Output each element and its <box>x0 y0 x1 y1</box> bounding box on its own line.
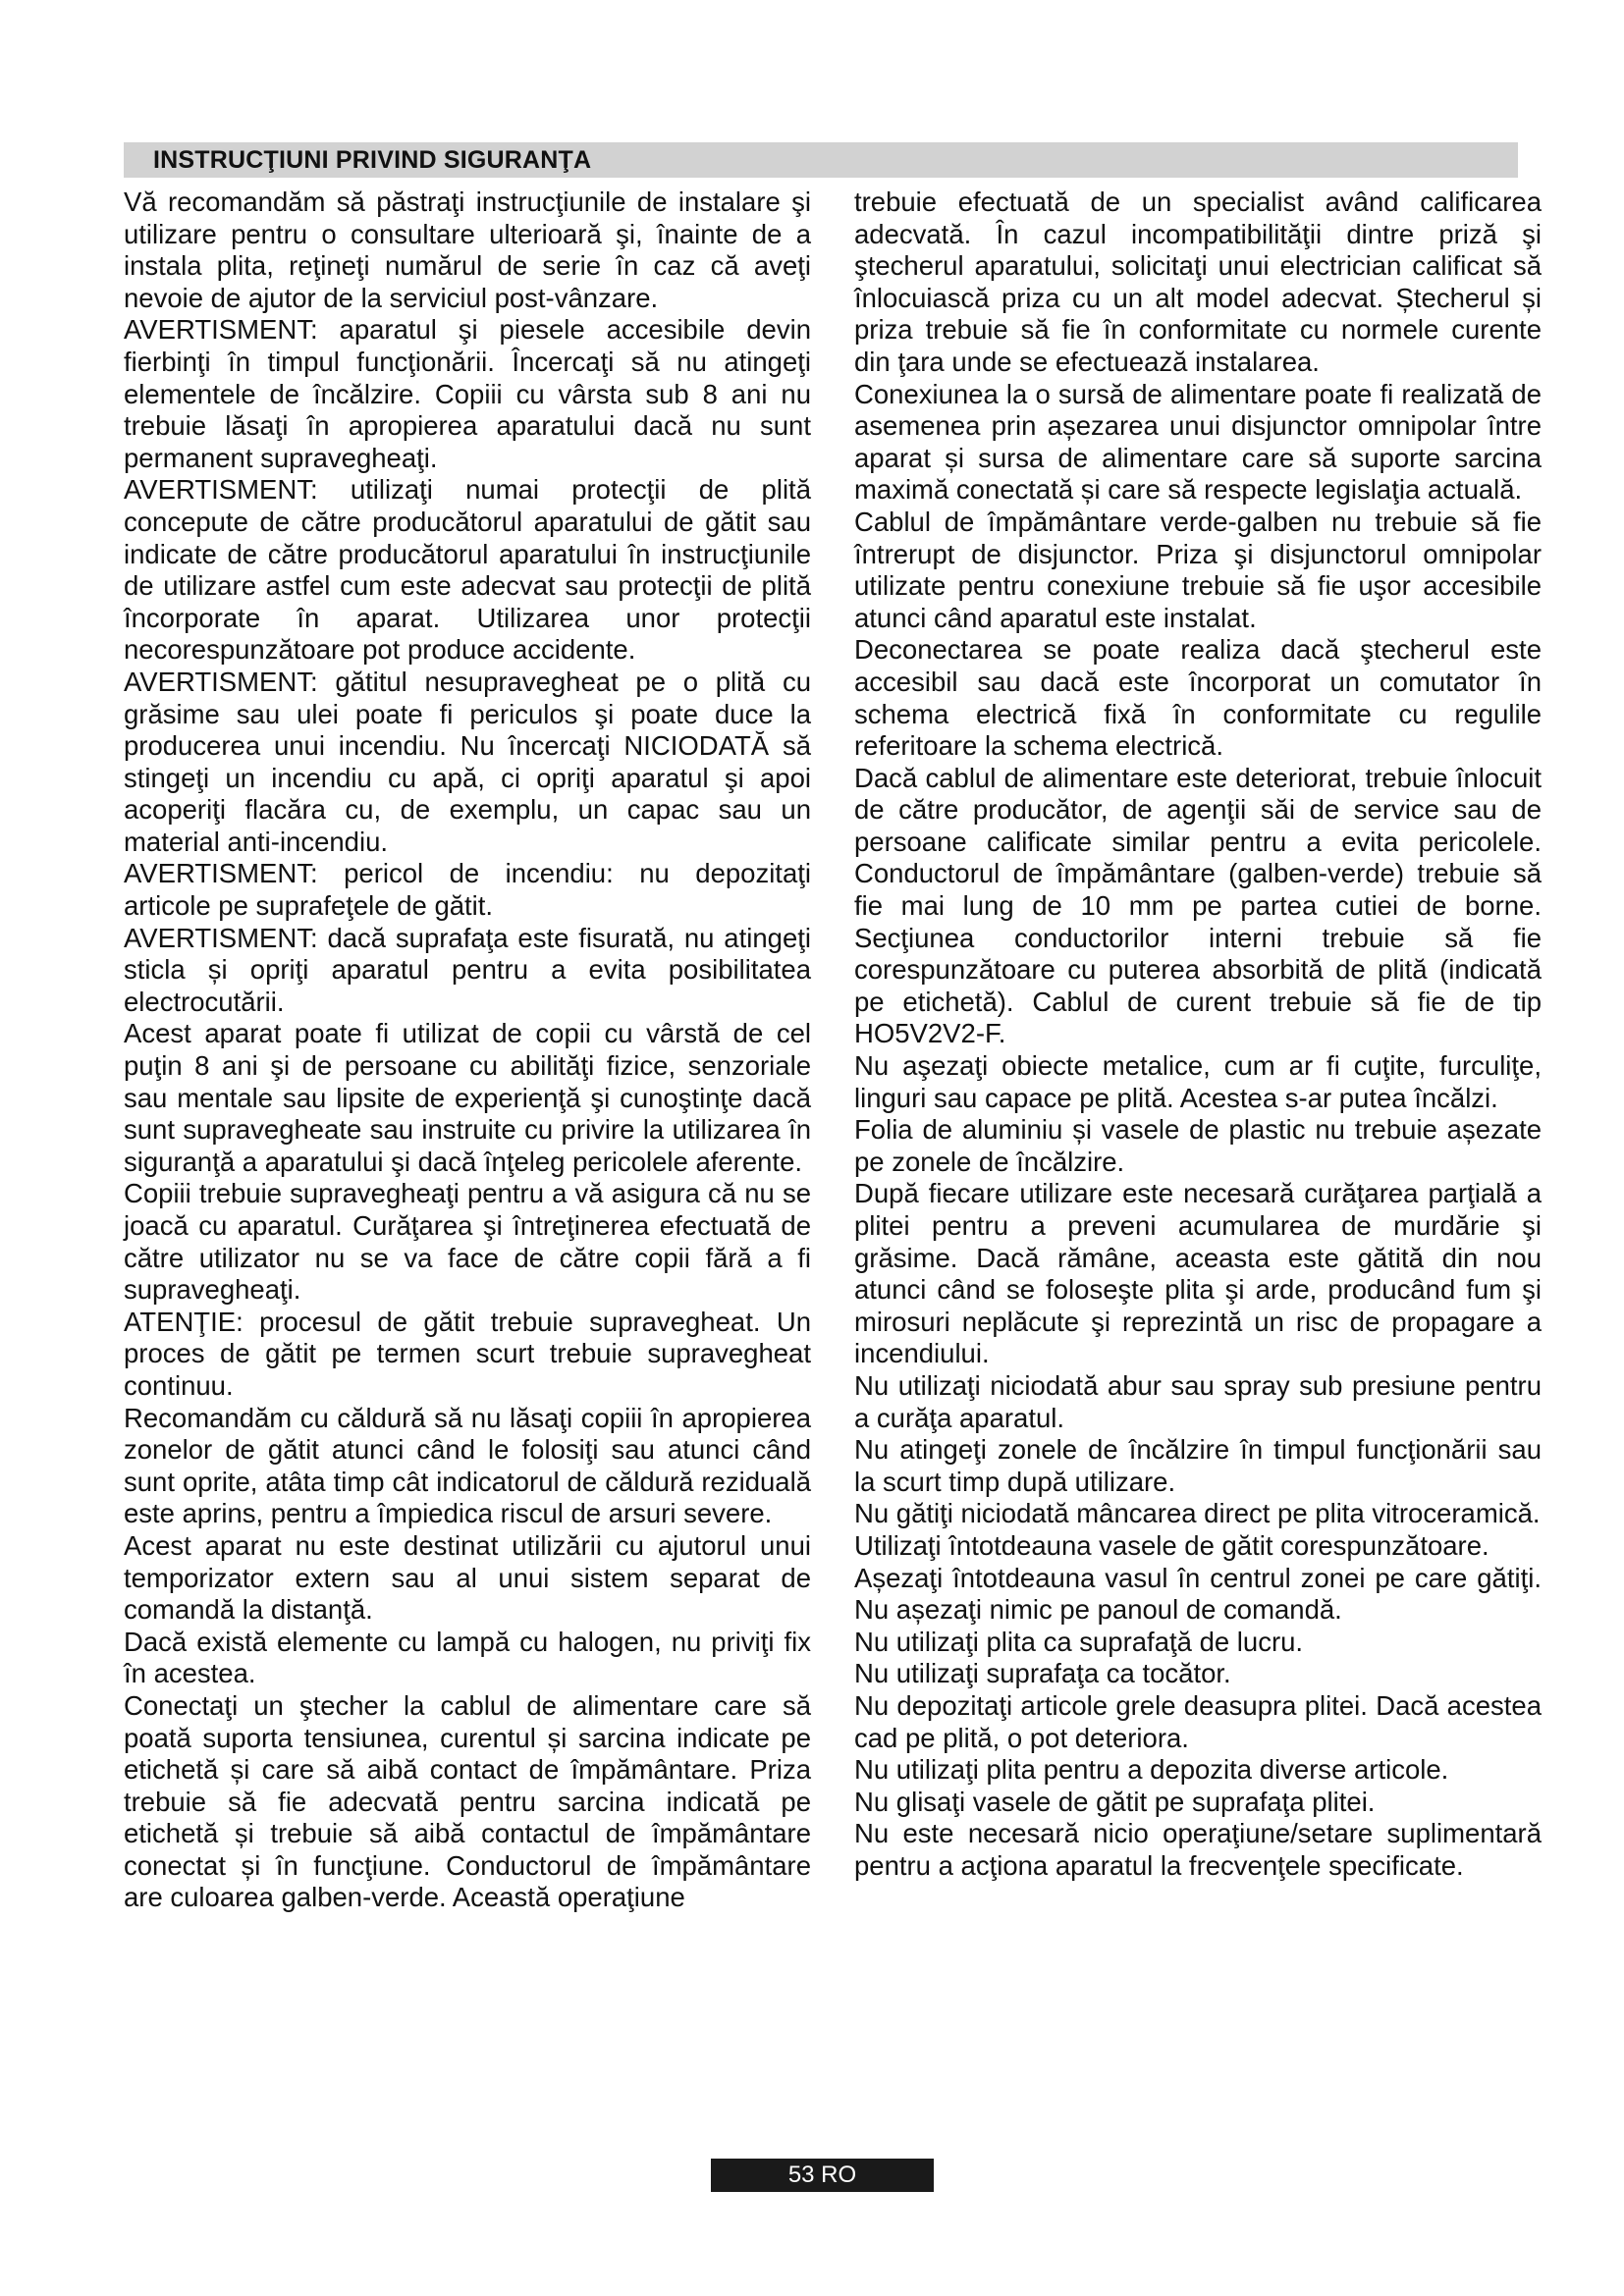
paragraph: Utilizaţi întotdeauna vasele de gătit corespunzătoare. <box>854 1529 1489 1561</box>
paragraph: AVERTISMENT: dacă suprafaţa este fisurată, nu atingeţi sticla și opriţi aparatul pentru a evita posibilitatea electrocutării. <box>124 922 811 1017</box>
paragraph: Nu atingeţi zonele de încălzire în timpul funcţionării sau la scurt timp după utilizare. <box>854 1434 1542 1497</box>
section-title: INSTRUCŢIUNI PRIVIND SIGURANŢA <box>153 146 592 174</box>
paragraph: trebuie efectuată de un specialist având calificarea adecvată. În cazul incompatibilităţii dintre priză şi ştecherul aparatului, solicitaţi unui electrician calificat să înlocuiască priza cu un alt model adecvat. Ștecherul și priza trebuie să fie în conformitate cu normele curente din ţara unde se efectuează instalarea. <box>854 187 1542 377</box>
paragraph: Conexiunea la o sursă de alimentare poate fi realizată de asemenea prin așezarea unui disjunctor omnipolar între aparat și sursa de alimentare care să suporte sarcina maximă conectată și care să respecte legislaţia actuală. <box>854 378 1542 506</box>
paragraph: AVERTISMENT: gătitul nesupravegheat pe o plită cu grăsime sau ulei poate fi periculos şi poate duce la producerea unui incendiu. Nu încercaţi NICIODATĂ să stingeţi un incendiu cu apă, ci opriţi aparatul şi apoi acoperiţi flacăra cu, de exemplu, un capac sau un material anti-incendiu. <box>124 666 811 857</box>
paragraph: Recomandăm cu căldură să nu lăsaţi copiii în apropierea zonelor de gătit atunci când le folosiţi sau atunci când sunt oprite, atâta timp cât indicatorul de căldură reziduală este aprins, pentru a împiedica riscul de arsuri severe. <box>124 1402 811 1529</box>
paragraph: Dacă cablul de alimentare este deteriorat, trebuie înlocuit de către producător, de agenţii săi de service sau de persoane calificate similar pentru a evita pericolele. Conductorul de împământare (galben-verde) trebuie să fie mai lung de 10 mm pe partea cutiei de borne. Secţiunea conductorilor interni trebuie să fie corespunzătoare cu puterea absorbită de plită (indicată pe etichetă). Cablul de curent trebuie să fie de tip HO5V2V2-F. <box>854 762 1542 1049</box>
paragraph: Nu gătiţi niciodată mâncarea direct pe plita vitroceramică. <box>854 1498 1541 1529</box>
section-header-bar <box>124 142 1518 178</box>
paragraph: Copiii trebuie supravegheaţi pentru a vă asigura că nu se joacă cu aparatul. Curăţarea şi întreţinerea efectuată de către utilizator nu se va face de către copii fără a fi supravegheaţi. <box>124 1178 811 1306</box>
paragraph: Nu este necesară nicio operaţiune/setare suplimentară pentru a acţiona aparatul la frecvenţele specificate. <box>854 1818 1542 1881</box>
paragraph: Așezaţi întotdeauna vasul în centrul zonei pe care gătiţi. Nu așezaţi nimic pe panoul de comandă. <box>854 1562 1542 1626</box>
paragraph: ATENŢIE: procesul de gătit trebuie supravegheat. Un proces de gătit pe termen scurt trebuie supravegheat continuu. <box>124 1306 811 1401</box>
paragraph: Acest aparat nu este destinat utilizării cu ajutorul unui temporizator extern sau al unui sistem separat de comandă la distanţă. <box>124 1529 811 1626</box>
left-text-column <box>124 187 811 1914</box>
paragraph: Deconectarea se poate realiza dacă ştecherul este accesibil sau dacă este încorporat un comutator în schema electrică fixă în conformitate cu regulile referitoare la schema electrică. <box>854 634 1542 762</box>
paragraph: AVERTISMENT: aparatul şi piesele accesibile devin fierbinţi în timpul funcţionării. Încercaţi să nu atingeţi elementele de încălzire. Copiii cu vârsta sub 8 ani nu trebuie lăsaţi în apropierea aparatului dacă nu sunt permanent supravegheaţi. <box>124 314 811 473</box>
paragraph: Cablul de împământare verde-galben nu trebuie să fie întrerupt de disjunctor. Priza şi disjunctorul omnipolar utilizate pentru conexiune trebuie să fie uşor accesibile atunci când aparatul este instalat. <box>854 506 1542 633</box>
page-number-badge: 53 RO <box>711 2159 934 2192</box>
paragraph: Nu depozitaţi articole grele deasupra plitei. Dacă acestea cad pe plită, o pot deteriora. <box>854 1689 1542 1753</box>
paragraph: Vă recomandăm să păstraţi instrucţiunile de instalare şi utilizare pentru o consultare ulterioară şi, înainte de a instala plita, reţineţi numărul de serie în caz că aveţi nevoie de ajutor de la serviciul post-vânzare. <box>124 187 811 313</box>
paragraph: Nu glisaţi vasele de gătit pe suprafaţa plitei. <box>854 1786 1376 1817</box>
paragraph: Folia de aluminiu și vasele de plastic nu trebuie așezate pe zonele de încălzire. <box>854 1114 1542 1177</box>
paragraph: Nu aşezaţi obiecte metalice, cum ar fi cuţite, furculiţe, linguri sau capace pe plită. Acestea s-ar putea încălzi. <box>854 1050 1542 1113</box>
paragraph: AVERTISMENT: pericol de incendiu: nu depozitaţi articole pe suprafeţele de gătit. <box>124 858 811 922</box>
paragraph: Conectaţi un ştecher la cablul de alimentare care să poată suporta tensiunea, curentul și sarcina indicate pe etichetă și care să aibă contact de împământare. Priza trebuie să fie adecvată pentru sarcina indicată pe etichetă și trebuie să aibă contactul de împământare conectat și în funcţiune. Conductorul de împământare are culoarea galben-verde. Această operaţiune <box>124 1689 811 1913</box>
right-text-column <box>854 187 1542 1882</box>
paragraph: AVERTISMENT: utilizaţi numai protecţii de plită concepute de către producătorul aparatului de gătit sau indicate de către producătorul aparatului în instrucţiunile de utilizare astfel cum este adecvat sau protecţii de plită încorporate în aparat. Utilizarea unor protecţii necorespunzătoare pot produce accidente. <box>124 474 811 666</box>
paragraph: Nu utilizaţi plita pentru a depozita diverse articole. <box>854 1754 1449 1786</box>
paragraph: După fiecare utilizare este necesară curăţarea parţială a plitei pentru a preveni acumularea de murdărie şi grăsime. Dacă rămâne, aceasta este gătită din nou atunci când se foloseşte plita şi arde, producând fum şi mirosuri neplăcute şi reprezintă un risc de propagare a incendiului. <box>854 1178 1542 1369</box>
paragraph: Acest aparat poate fi utilizat de copii cu vârstă de cel puţin 8 ani şi de persoane cu abilităţi fizice, senzoriale sau mentale sau lipsite de experienţă şi cunoştinţe dacă sunt supravegheate sau instruite cu privire la utilizarea în siguranţă a aparatului şi dacă înţeleg pericolele aferente. <box>124 1018 811 1177</box>
paragraph: Nu utilizaţi plita ca suprafaţă de lucru. <box>854 1626 1304 1657</box>
paragraph: Dacă există elemente cu lampă cu halogen, nu priviţi fix în acestea. <box>124 1626 811 1689</box>
paragraph: Nu utilizaţi suprafaţa ca tocător. <box>854 1658 1231 1689</box>
paragraph: Nu utilizaţi niciodată abur sau spray sub presiune pentru a curăţa aparatul. <box>854 1369 1542 1433</box>
